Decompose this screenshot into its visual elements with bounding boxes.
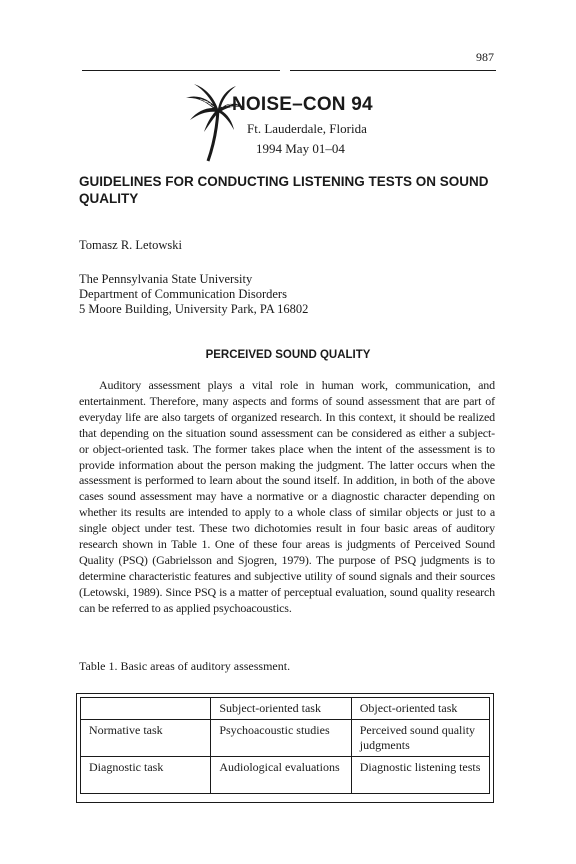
table-header-cell: Object-oriented task: [351, 698, 489, 720]
table-frame: [76, 693, 494, 803]
table-header-cell: Subject-oriented task: [211, 698, 351, 720]
table-header-cell: [81, 698, 211, 720]
table-cell: Perceived sound quality judgments: [351, 720, 489, 757]
table-cell: Audiological evaluations: [211, 757, 351, 794]
table-row: [81, 757, 490, 794]
page-number: 987: [476, 50, 494, 64]
table-row-label: Normative task: [81, 720, 211, 757]
section-heading: PERCEIVED SOUND QUALITY: [205, 349, 371, 361]
table-caption: Table 1. Basic areas of auditory assessment.: [79, 659, 291, 673]
conference-place: Ft. Lauderdale, Florida: [247, 121, 367, 136]
header-rule-right: [290, 70, 496, 71]
table-header-row: [81, 698, 490, 720]
header-rule-left: [82, 70, 280, 71]
table-row: [81, 720, 490, 757]
table-cell: Diagnostic listening tests: [351, 757, 489, 794]
table-cell: Psychoacoustic studies: [211, 720, 351, 757]
affiliation-line: Department of Communication Disorders: [79, 287, 287, 301]
assessment-table: [80, 697, 490, 794]
author-affiliation: [79, 272, 308, 317]
body-paragraph: Auditory assessment plays a vital role in human work, communication, and entertainment. Therefore, many aspects and forms of sound assessment that are part of everyday life are also targets of organized research. In this context, it should be realized that depending on the situation sound assessment can be considered as either a subject- or object-oriented task. The former takes place when the intent of the assessment is to provide information about the person making the judgment. The latter occurs when the assessment is performed to learn about the sound itself. In addition, in both of the above cases sound assessment may have a normative or a diagnostic character depending on whether its results are intended to apply to a whole class of similar objects or just to a single object under test. These two dichotomies result in four basic areas of auditory research shown in Table 1. One of these four areas is judgments of Perceived Sound Quality (PSQ) (Gabrielsson and Sjogren, 1979). The purpose of PSQ judgments is to determine characteristic features and subjective utility of sound signals and their sources (Letowski, 1989). Since PSQ is a matter of perceptual evaluation, sound quality research can be referred to as applied psychoacoustics.: [79, 378, 495, 615]
affiliation-line: The Pennsylvania State University: [79, 272, 253, 286]
affiliation-line: 5 Moore Building, University Park, PA 16802: [79, 302, 309, 316]
conference-date: 1994 May 01–04: [256, 141, 345, 156]
paper-title: GUIDELINES FOR CONDUCTING LISTENING TESTS ON SOUND QUALITY: [79, 174, 489, 206]
author-name: Tomasz R. Letowski: [79, 238, 182, 252]
conference-name: NOISE–CON 94: [232, 94, 373, 115]
table-row-label: Diagnostic task: [81, 757, 211, 794]
